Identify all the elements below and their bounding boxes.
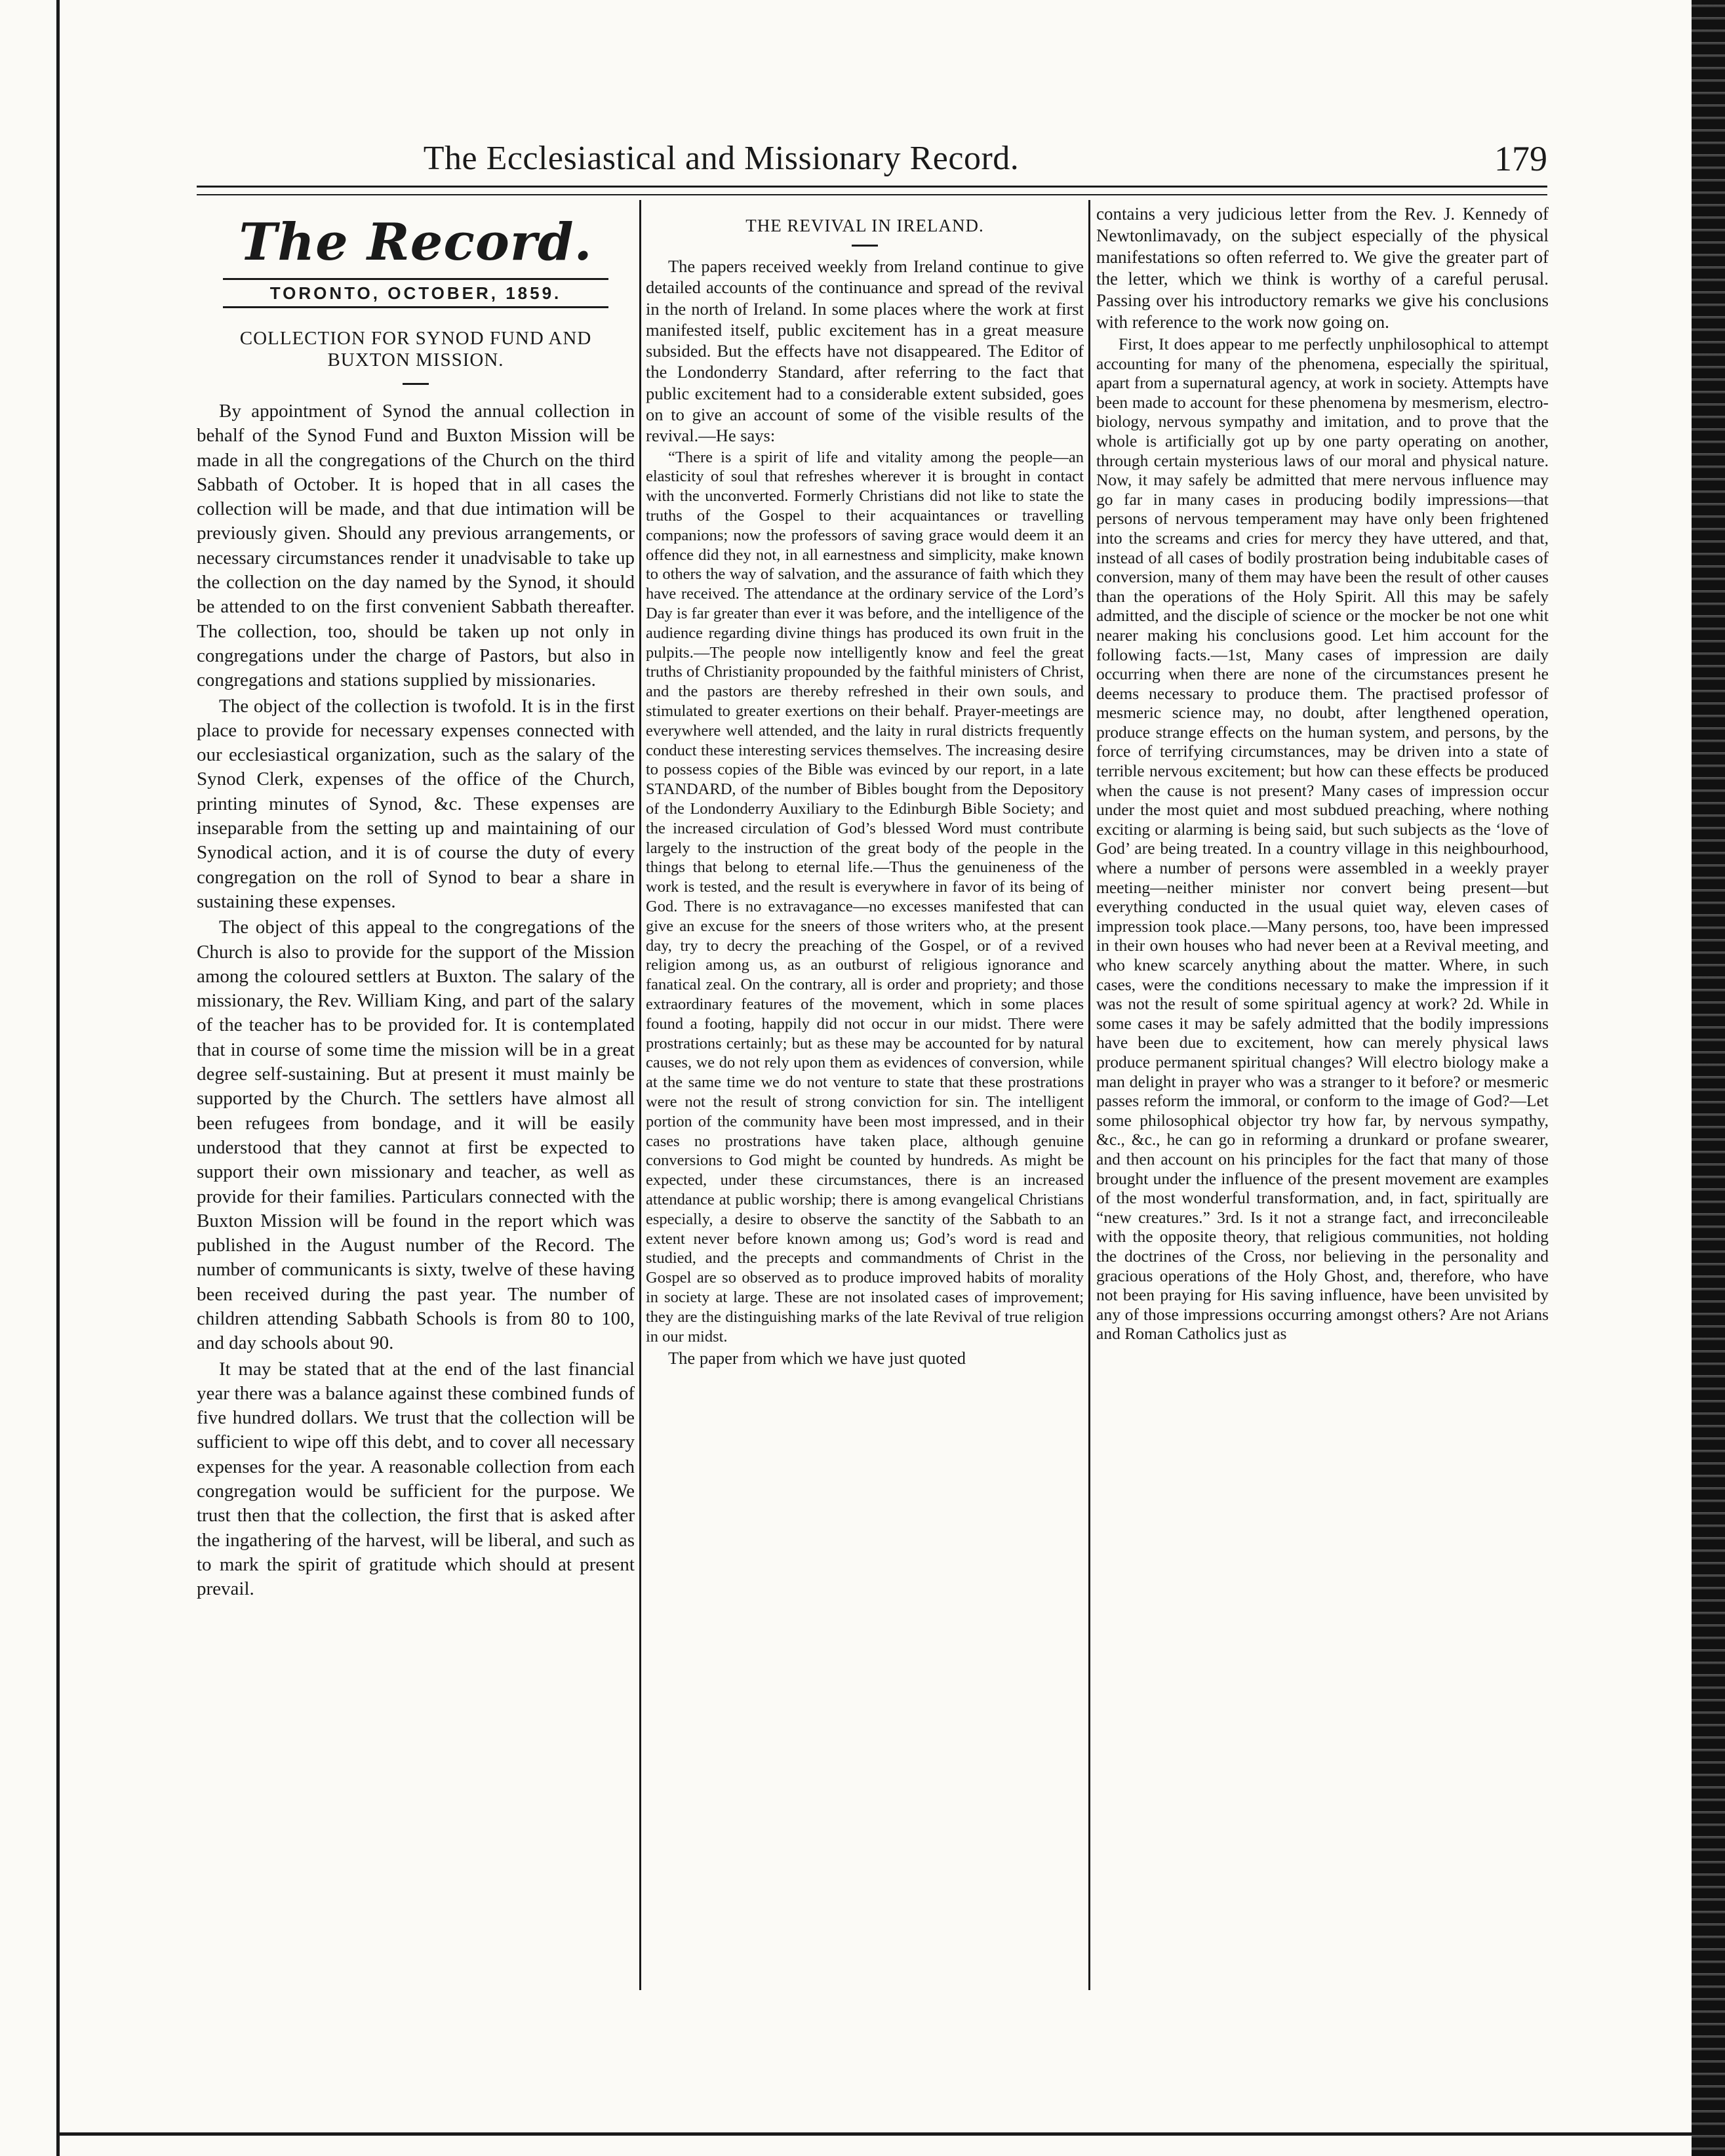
heading-rule (852, 245, 878, 247)
paragraph: The papers received weekly from Ireland continue to give detailed accounts of the continuance and spread of the revival in the north of Ireland. In some places where the work at first manifested itself, public excitement has in a great measure subsided. But the effects have not disappeared. The Editor of the Londonderry Standard, after referring to the fact that public excitement had to a considerable extent subsided, goes on to give an account of some of the visible results of the revival.—He says: (646, 256, 1084, 446)
page-bottom-border (56, 2132, 1692, 2136)
header-rule (197, 186, 1547, 188)
paragraph: The paper from which we have just quoted (668, 1348, 966, 1368)
masthead-dateline: TORONTO, OCTOBER, 1859. (223, 278, 608, 308)
paragraph: By appointment of Synod the annual collection in behalf of the Synod Fund and Buxton Mission will be made in all the congregations of the Church on the third Sabbath of October. It is hoped that in all cases the collection will be made, and that due intimation will be previously given. Should any previous arrangements, or necessary circumstances render it unadvisable to take up the collection on the day named by the Synod, it should be attended to on the first convenient Sabbath thereafter. The collection, too, should be taken up not only in congregations under the charge of Pastors, but also in congregations and stations supplied by missionaries. (197, 401, 635, 691)
article-heading-revival: THE REVIVAL IN IRELAND. (745, 216, 984, 235)
quoted-passage: “There is a spirit of life and vitality among the people—an elasticity of soul that refreshes wherever it is brought in contact with the unconverted. Formerly Christians did not like to state the truths of the Gospel to their acquaintances or travelling companions; now the professors of saving grace would deem it an offence did they not, in all earnestness and simplicity, make known to others the way of salvation, and the assurance of faith which they have received. The attendance at the ordinary service of the Lord’s Day is far greater than ever it was before, and the intelligence of the audience regarding divine things has produced its own fruit in the pulpits.—The people now intelligently know and feel the great truths of Christianity propounded by the faithful ministers of Christ, and the pastors are thereby refreshed in their own souls, and stimulated to greater exertions on their behalf. Prayer-meetings are everywhere well attended, and the laity in rural districts frequently conduct these interesting services themselves. The increasing desire to possess copies of the Bible was evinced by our report, in a late STANDARD, of the number of Bibles bought from the Depository of the Londonderry Auxiliary to the Edinburgh Bible Society; and the increased circulation of God’s blessed Word must contribute largely to the instruction of the great body of the people in the things that belong to eternal life.—Thus the genuineness of the work is tested, and the result is everywhere in favor of its being of God. There is no extravagance—no excesses manifested that can give an excuse for the sneers of those writers who, at the present day, try to decry the preaching of the Gospel, or of a revived religion among us, as an outburst of religious ignorance and fanatical zeal. On the contrary, all is order and propriety; and those extraordinary features of the movement, which in some places found a footing, happily did not occur in our midst. There were prostrations certainly; but as these may be accounted for by natural causes, we do not rely upon them as evidences of conversion, while at the same time we do not venture to state that these prostrations were not the result of strong conviction for sin. The intelligent portion of the community have been most impressed, and in their cases no prostrations have taken place, although genuine conversions to God might be counted by hundreds. As might be expected, under these circumstances, there is an increased attendance at public worship; there is among evangelical Christians especially, a desire to observe the sanctity of the Sabbath to an extent never before known among us; God’s word is read and studied, and the precepts and commandments of Christ in the Gospel are so observed as to produce improved habits of morality in society at large. These are not insolated cases of improvement; they are the distinguishing marks of the late Revival of true religion in our midst. (646, 448, 1084, 1346)
scan-edge (1692, 0, 1725, 2156)
paragraph: contains a very judicious letter from the Rev. J. Kennedy of Newtonlimavady, on the subject especially of the physical manifestations so often referred to. We give the greater part of the letter, which we think is worthy of a careful perusal. Passing over his introductory remarks we give his conclusions with reference to the work now going on. (1096, 204, 1549, 332)
paragraph: It may be stated that at the end of the last financial year there was a balance against these combined funds of five hundred dollars. We trust that the collection will be sufficient to wipe off this debt, and to cover all necessary expenses for the year. A reasonable collection from each congregation would be sufficient for the purpose. We trust then that the collection, the first that is asked after the ingathering of the harvest, will be liberal, and such as to mark the spirit of gratitude which should at present prevail. (197, 1358, 635, 1600)
column-3 (1096, 203, 1549, 1345)
running-title: The Ecclesiastical and Missionary Record. (423, 140, 1020, 177)
paragraph: First, It does appear to me perfectly unphilosophical to attempt accounting for many of the phenomena, especially the spiritual, apart from a supernatural agency, at work in society. Attempts have been made to account for these phenomena by mesmerism, electro-biology, nervous sympathy and imitation, and to prove that the whole is artificially got up by one party operating on another, through certain mysterious laws of our moral and physical nature. Now, it may safely be admitted that mere nervous influence may go far in many cases in producing bodily impressions—that persons of nervous temperament may have only been frightened into the screams and cries for mercy they have uttered, and that, instead of all cases of bodily prostration being indubitable cases of conversion, many of them may have been the result of other causes than the operations of the Holy Spirit. All this may be safely admitted, and the disciple of science or the mocker be not one whit nearer making his conclusions good. Let him account for the following facts.—1st, Many cases of impression are daily occurring when there are none of the circumstances present he deems necessary to produce them. The practised professor of mesmeric science may, no doubt, after lengthened operation, produce strange effects on the human system, and persons, by the force of terrifying circumstances, may be driven into a state of terrible nervous excitement; but how can these effects be produced when the cause is not present? Many cases of impression occur under the most quiet and most subdued preaching, where nothing exciting or alarming is being said, but such subjects as the ‘love of God’ are being treated. In a country village in this neighbourhood, where a number of persons were assembled in a weekly prayer meeting—neither minister nor convert being present—but everything conducted in the usual quiet way, eleven cases of impression took place.—Many persons, too, have been impressed in their own houses who had never been at a Revival meeting, and who knew scarcely anything about the matter. Where, in such cases, were the conditions necessary to make the impression if it was not the result of some spiritual agency at work? 2d. While in some cases it may be safely admitted that the bodily impressions have been due to excitement, how can merely physical laws produce permanent spiritual changes? Will electro biology make a man delight in prayer who was a stranger to it before? or mesmeric passes reform the immoral, or conform to the image of God?—Let some philosophical objector try how far, by nervous sympathy, &c., &c., he can go in reforming a drunkard or profane swearer, and then account on his principles for the fact that many of those brought under the influence of the present movement are examples of the most wonderful transformation, and, in fact, spiritually are “new creatures.” 3rd. Is it not a strange fact, and irreconcileable with the opposite theory, that religious communities, not holding the doctrines of the Cross, nor believing in the personality and gracious operations of the Holy Ghost, and, therefore, who have not been praying for His saving influence, have been unvisited by any of those impressions occurring amongst others? Are not Arians and Roman Catholics just as (1096, 334, 1549, 1344)
column-1 (197, 209, 635, 1603)
page-left-border (56, 0, 60, 2156)
article-heading-collection: COLLECTION FOR SYNOD FUND AND BUXTON MISSION. (239, 328, 592, 370)
column-2 (646, 211, 1084, 1370)
column-divider-1 (639, 200, 641, 1990)
column-divider-2 (1088, 200, 1090, 1990)
page-number: 179 (1494, 139, 1547, 178)
header-rule-thin (197, 194, 1547, 195)
paragraph: The object of this appeal to the congregations of the Church is also to provide for the support of the Mission among the coloured settlers at Buxton. The salary of the missionary, the Rev. William King, and part of the salary of the teacher has to be provided for. It is contemplated that in course of some time the mission will be in a great degree self-sustaining. But at present it must mainly be supported by the Church. The settlers have almost all been refugees from bondage, and it will be easily understood that they cannot at first be expected to support their own missionary and teacher, as well as provide for their families. Particulars connected with the Buxton Mission will be found in the report which was published in the August number of the Record. The number of communicants is sixty, twelve of these having been received during the past year. The number of children attending Sabbath Schools is from 80 to 100, and day schools about 90. (197, 917, 635, 1354)
masthead-title: The Record. (239, 212, 593, 272)
paragraph: The object of the collection is twofold. It is in the first place to provide for necessary expenses connected with our ecclesiastical organization, such as the salary of the Synod Clerk, expenses of the office of the Church, printing minutes of Synod, &c. These expenses are inseparable from the setting up and maintaining of our Synodical action, and it is of course the duty of every congregation on the roll of Synod to bear a share in sustaining these expenses. (197, 695, 635, 912)
heading-rule (403, 383, 429, 385)
